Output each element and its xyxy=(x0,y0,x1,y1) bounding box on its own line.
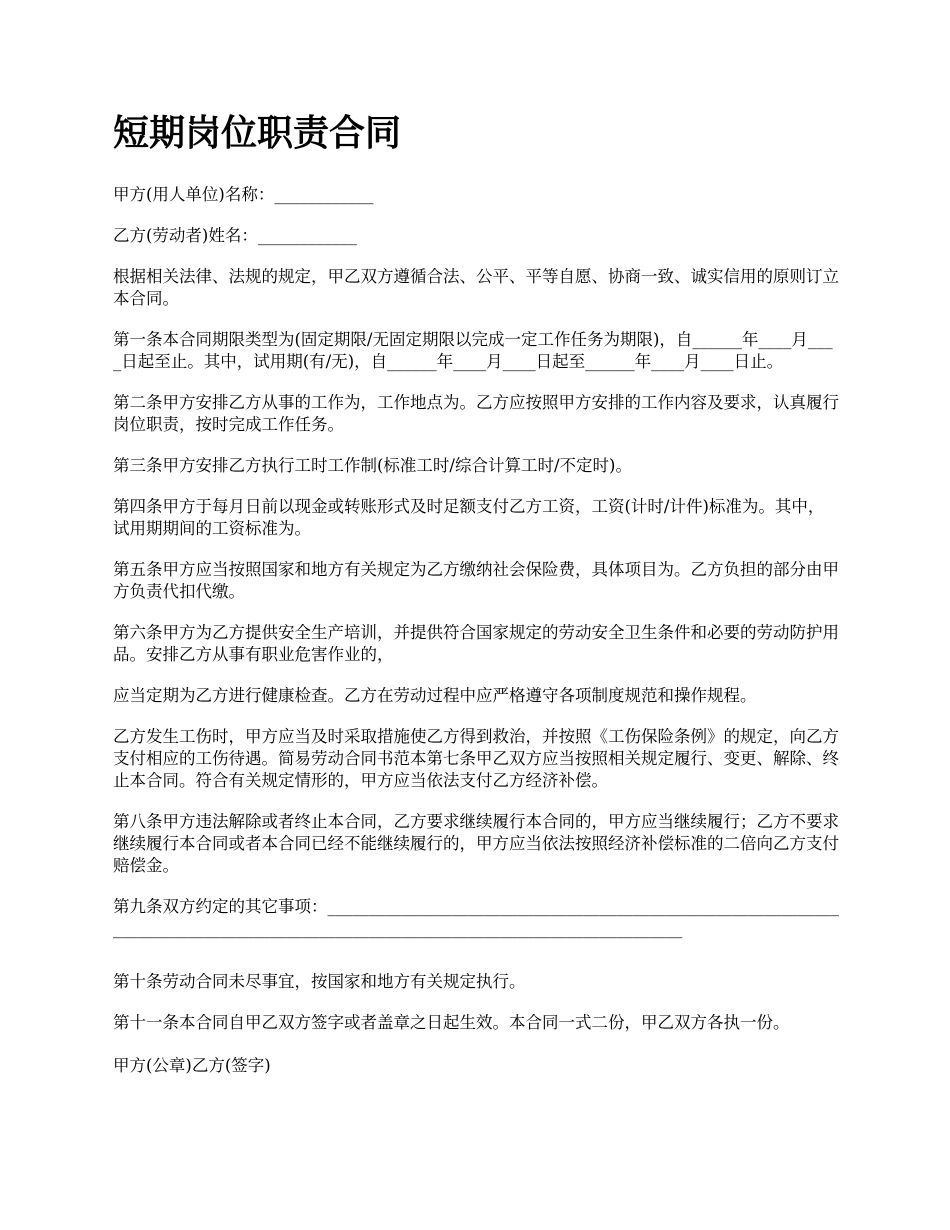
clause-9-other-matters: 第九条双方约定的其它事项：___________________________________________________________________________________________________________________________________ xyxy=(113,897,839,938)
clause-4-wages: 第四条甲方于每月日前以现金或转账形式及时足额支付乙方工资，工资(计时/计件)标准为。其中，试用期期间的工资标准为。 xyxy=(113,497,825,538)
clause-2-work: 第二条甲方安排乙方从事的工作为，工作地点为。乙方应按照甲方安排的工作内容及要求，认真履行岗位职责，按时完成工作任务。 xyxy=(113,393,839,434)
clause-3-hours: 第三条甲方安排乙方执行工时工作制(标准工时/综合计算工时/不定时)。 xyxy=(113,456,632,475)
clause-1-term: 第一条本合同期限类型为(固定期限/无固定期限以完成一定工作任务为期限)，自______年____月____日起至止。其中，试用期(有/无)，自______年____月____日起至______年____月____日止。 xyxy=(113,330,833,371)
clause-10-unresolved: 第十条劳动合同未尽事宜，按国家和地方有关规定执行。 xyxy=(113,972,526,991)
clause-11-effective: 第十一条本合同自甲乙双方签字或者盖章之日起生效。本合同一式二份，甲乙双方各执一份。 xyxy=(113,1013,790,1032)
party-b-name-line: 乙方(劳动者)姓名：____________ xyxy=(113,226,357,245)
signature-line: 甲方(公章)乙方(签字) xyxy=(113,1056,271,1075)
injury-and-clause-7-paragraph: 乙方发生工伤时，甲方应当及时采取措施使乙方得到救治，并按照《工伤保险条例》的规定，向乙方支付相应的工伤待遇。简易劳动合同书范本第七条甲乙双方应当按照相关规定履行、变更、解除、终止本合同。符合有关规定情形的，甲方应当依法支付乙方经济补偿。 xyxy=(113,727,839,790)
preamble-paragraph: 根据相关法律、法规的规定，甲乙双方遵循合法、公平、平等自愿、协商一致、诚实信用的原则订立本合同。 xyxy=(113,267,839,308)
party-a-name-line: 甲方(用人单位)名称：____________ xyxy=(113,185,374,204)
clause-8-termination: 第八条甲方违法解除或者终止本合同，乙方要求继续履行本合同的，甲方应当继续履行；乙方不要求继续履行本合同或者本合同已经不能继续履行的，甲方应当依法按照经济补偿标准的二倍向乙方支付赔偿金。 xyxy=(113,812,839,875)
clause-5-insurance: 第五条甲方应当按照国家和地方有关规定为乙方缴纳社会保险费，具体项目为。乙方负担的部分由甲方负责代扣代缴。 xyxy=(113,560,839,601)
clause-6-safety: 第六条甲方为乙方提供安全生产培训，并提供符合国家规定的劳动安全卫生条件和必要的劳动防护用品。安排乙方从事有职业危害作业的， xyxy=(113,623,839,664)
health-check-paragraph: 应当定期为乙方进行健康检查。乙方在劳动过程中应严格遵守各项制度规范和操作规程。 xyxy=(113,686,757,705)
document-title: 短期岗位职责合同 xyxy=(113,113,402,154)
